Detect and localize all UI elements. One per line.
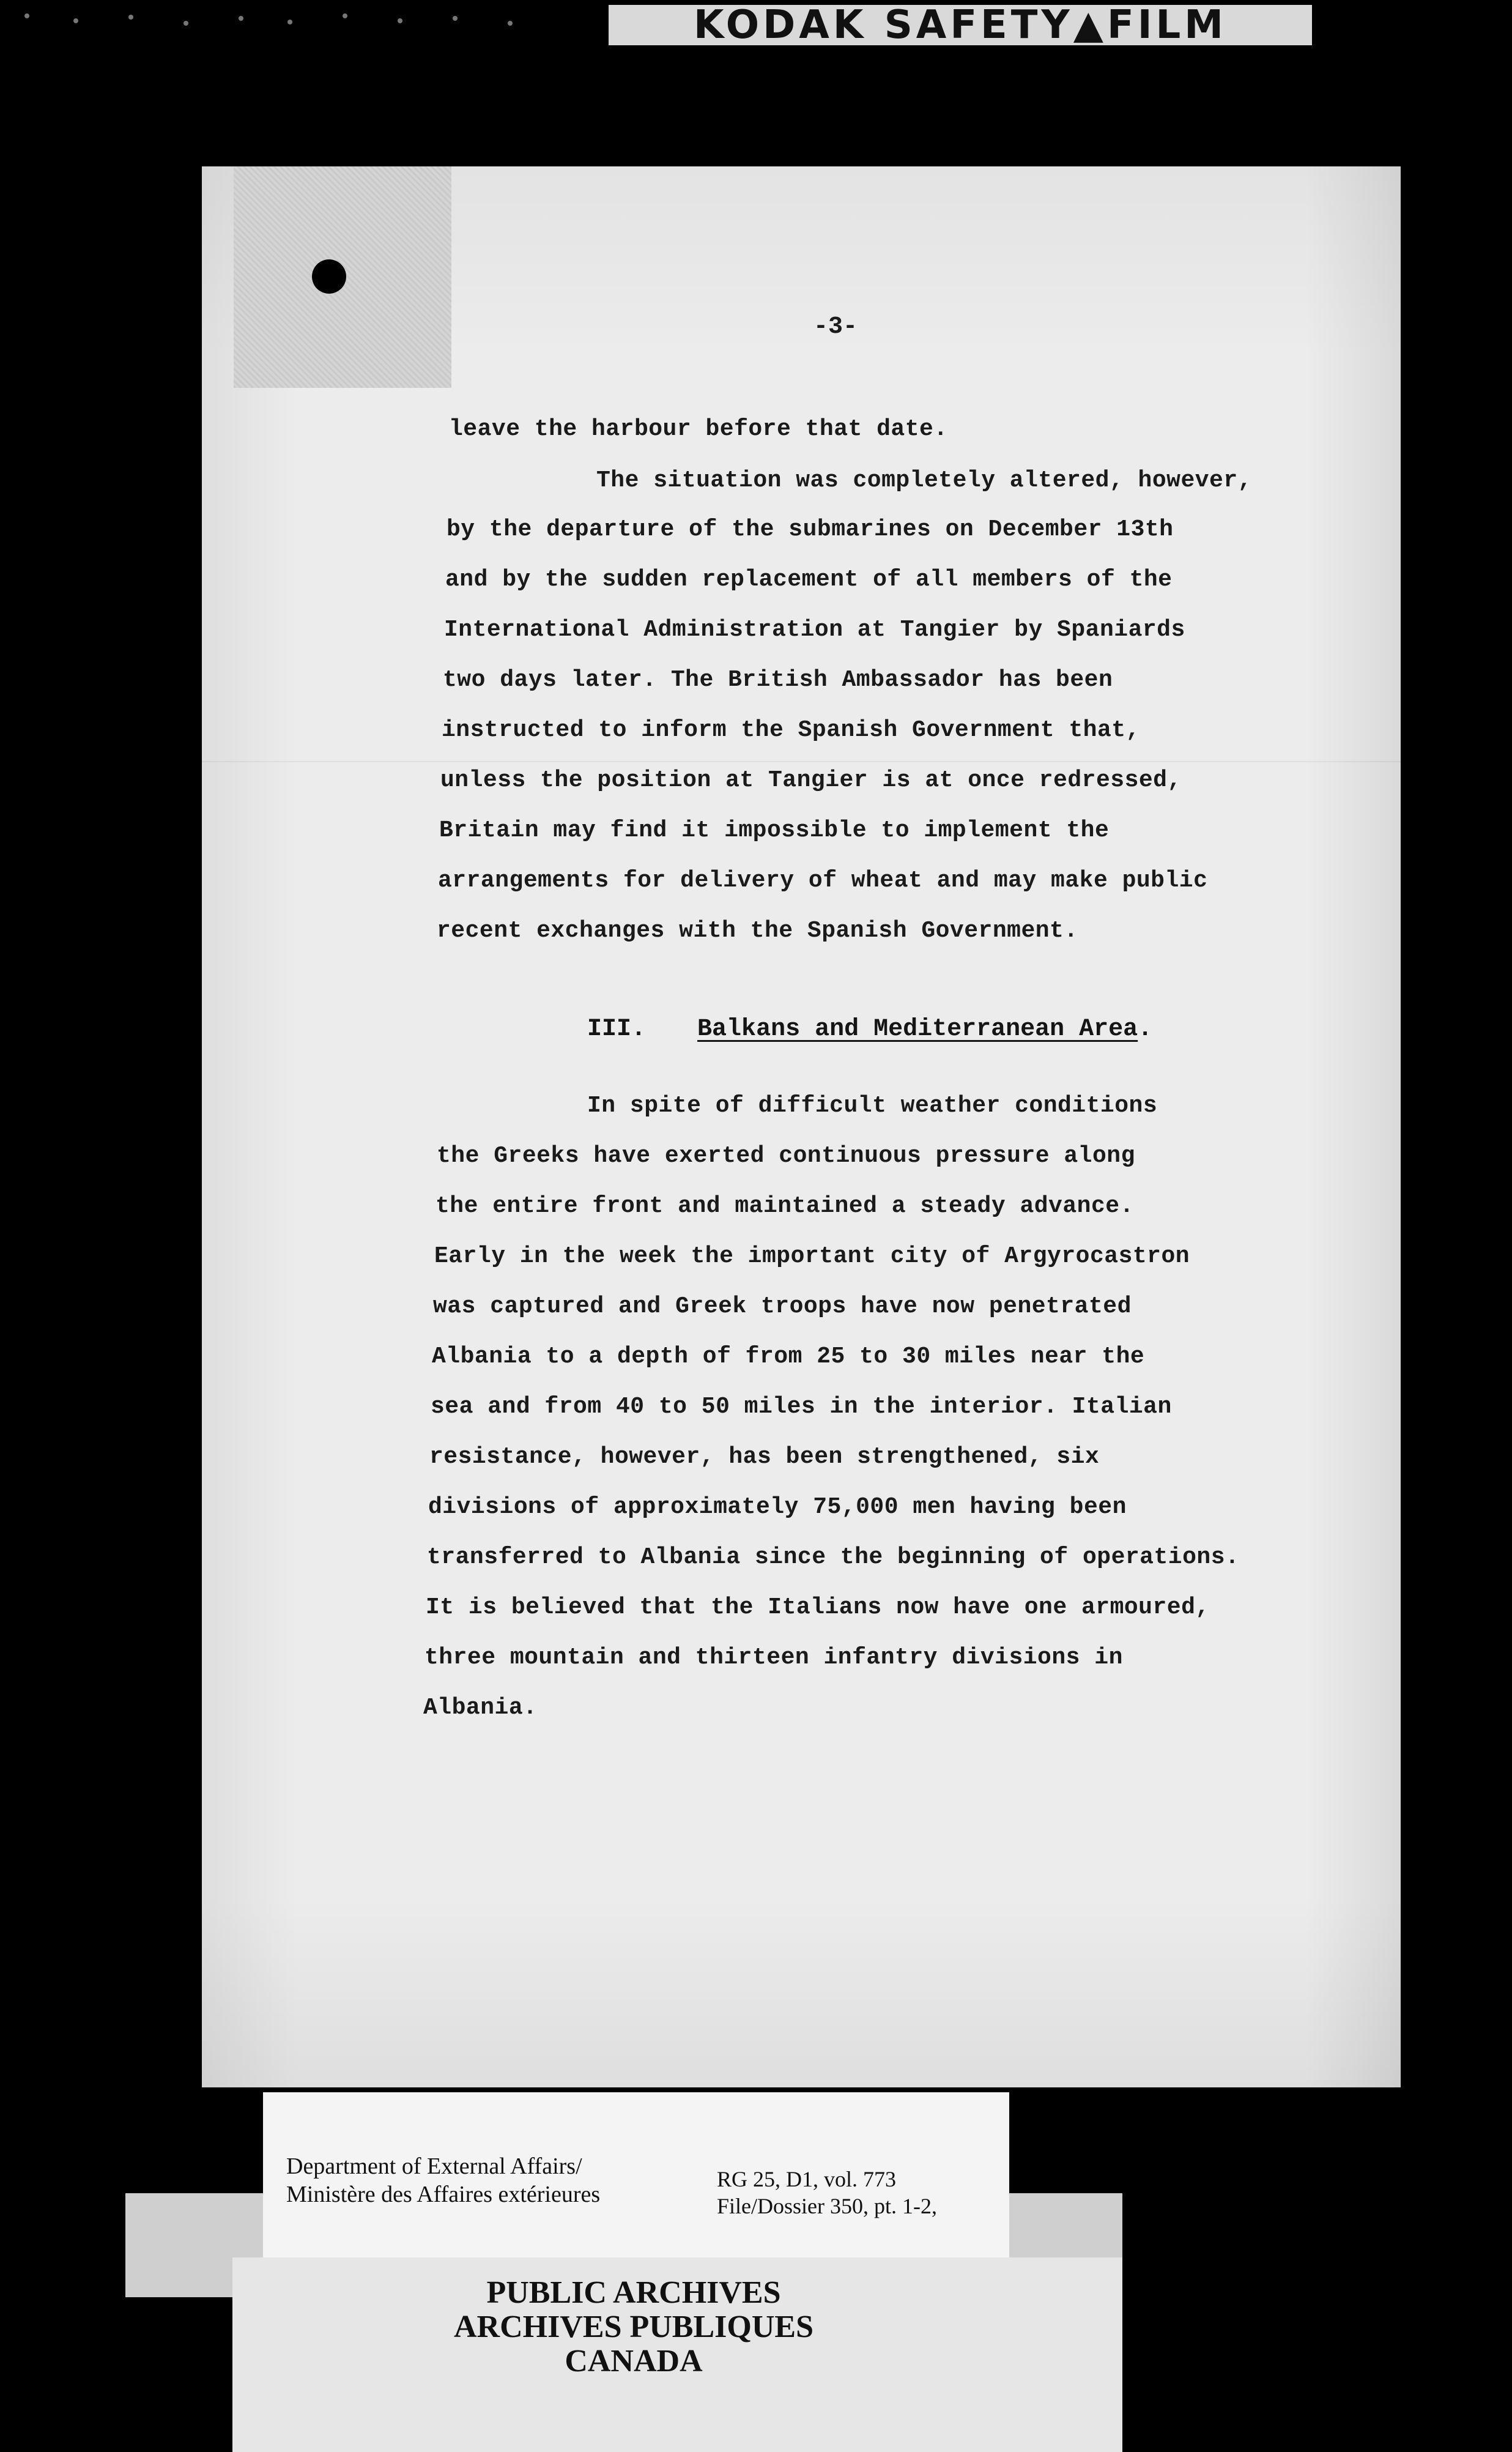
paper-crease: [202, 761, 1401, 762]
text-line: unless the position at Tangier is at once redressed,: [440, 767, 1182, 793]
archive-department: [286, 2152, 600, 2209]
section-heading: [587, 1016, 1152, 1043]
archive-reference: [717, 2166, 937, 2220]
text-line: Early in the week the important city of Argyrocastron: [434, 1243, 1190, 1269]
reference-file: File/Dossier 350, pt. 1-2,: [717, 2194, 937, 2218]
text-line: divisions of approximately 75,000 men having been: [428, 1494, 1127, 1520]
text-line: leave the harbour before that date.: [449, 416, 948, 442]
text-line: the entire front and maintained a steady advance.: [435, 1193, 1134, 1219]
text-line: Britain may find it impossible to implement the: [439, 817, 1110, 844]
text-line: arrangements for delivery of wheat and may make public: [438, 867, 1208, 894]
section-numeral: III.: [587, 1016, 647, 1043]
department-english: Department of External Affairs/: [286, 2153, 582, 2179]
department-french: Ministère des Affaires extérieures: [286, 2182, 601, 2207]
archives-french: ARCHIVES PUBLIQUES: [453, 2309, 814, 2344]
reference-volume: RG 25, D1, vol. 773: [717, 2167, 897, 2191]
text-line: Albania to a depth of from 25 to 30 miles near the: [432, 1343, 1145, 1370]
text-line: resistance, however, has been strengthened, six: [429, 1444, 1100, 1470]
archives-english: PUBLIC ARCHIVES: [486, 2275, 781, 2310]
text-line: instructed to inform the Spanish Government that,: [442, 717, 1140, 743]
film-edge-brand: KODAK SAFETY▲FILM: [609, 5, 1312, 45]
section-terminator: .: [1138, 1016, 1153, 1043]
text-line: It is believed that the Italians now have one armoured,: [426, 1594, 1210, 1621]
punch-hole: [312, 259, 346, 294]
text-line: three mountain and thirteen infantry divisions in: [424, 1644, 1123, 1671]
text-line: Albania.: [423, 1695, 538, 1721]
archive-title: [0, 2276, 1267, 2379]
text-line: recent exchanges with the Spanish Government.: [437, 918, 1078, 944]
text-line: International Administration at Tangier by Spaniards: [444, 617, 1185, 643]
text-line: the Greeks have exerted continuous pressure along: [437, 1143, 1135, 1169]
text-line: sea and from 40 to 50 miles in the interior. Italian: [431, 1394, 1172, 1420]
text-line: transferred to Albania since the beginning of operations.: [427, 1544, 1240, 1570]
film-edge-perforations: [0, 0, 587, 37]
archives-country: CANADA: [565, 2344, 703, 2379]
archive-reference-box: [263, 2092, 1009, 2257]
text-line: by the departure of the submarines on December 13th: [447, 516, 1174, 543]
text-line: and by the sudden replacement of all members of the: [445, 567, 1173, 593]
document-page: [202, 166, 1401, 2087]
text-line: was captured and Greek troops have now penetrated: [433, 1293, 1132, 1320]
text-line: In spite of difficult weather conditions: [587, 1093, 1158, 1119]
text-line: two days later. The British Ambassador has been: [443, 667, 1113, 693]
text-line: The situation was completely altered, however,: [596, 467, 1252, 494]
page-number: -3-: [813, 313, 858, 341]
section-title: Balkans and Mediterranean Area: [697, 1016, 1138, 1043]
